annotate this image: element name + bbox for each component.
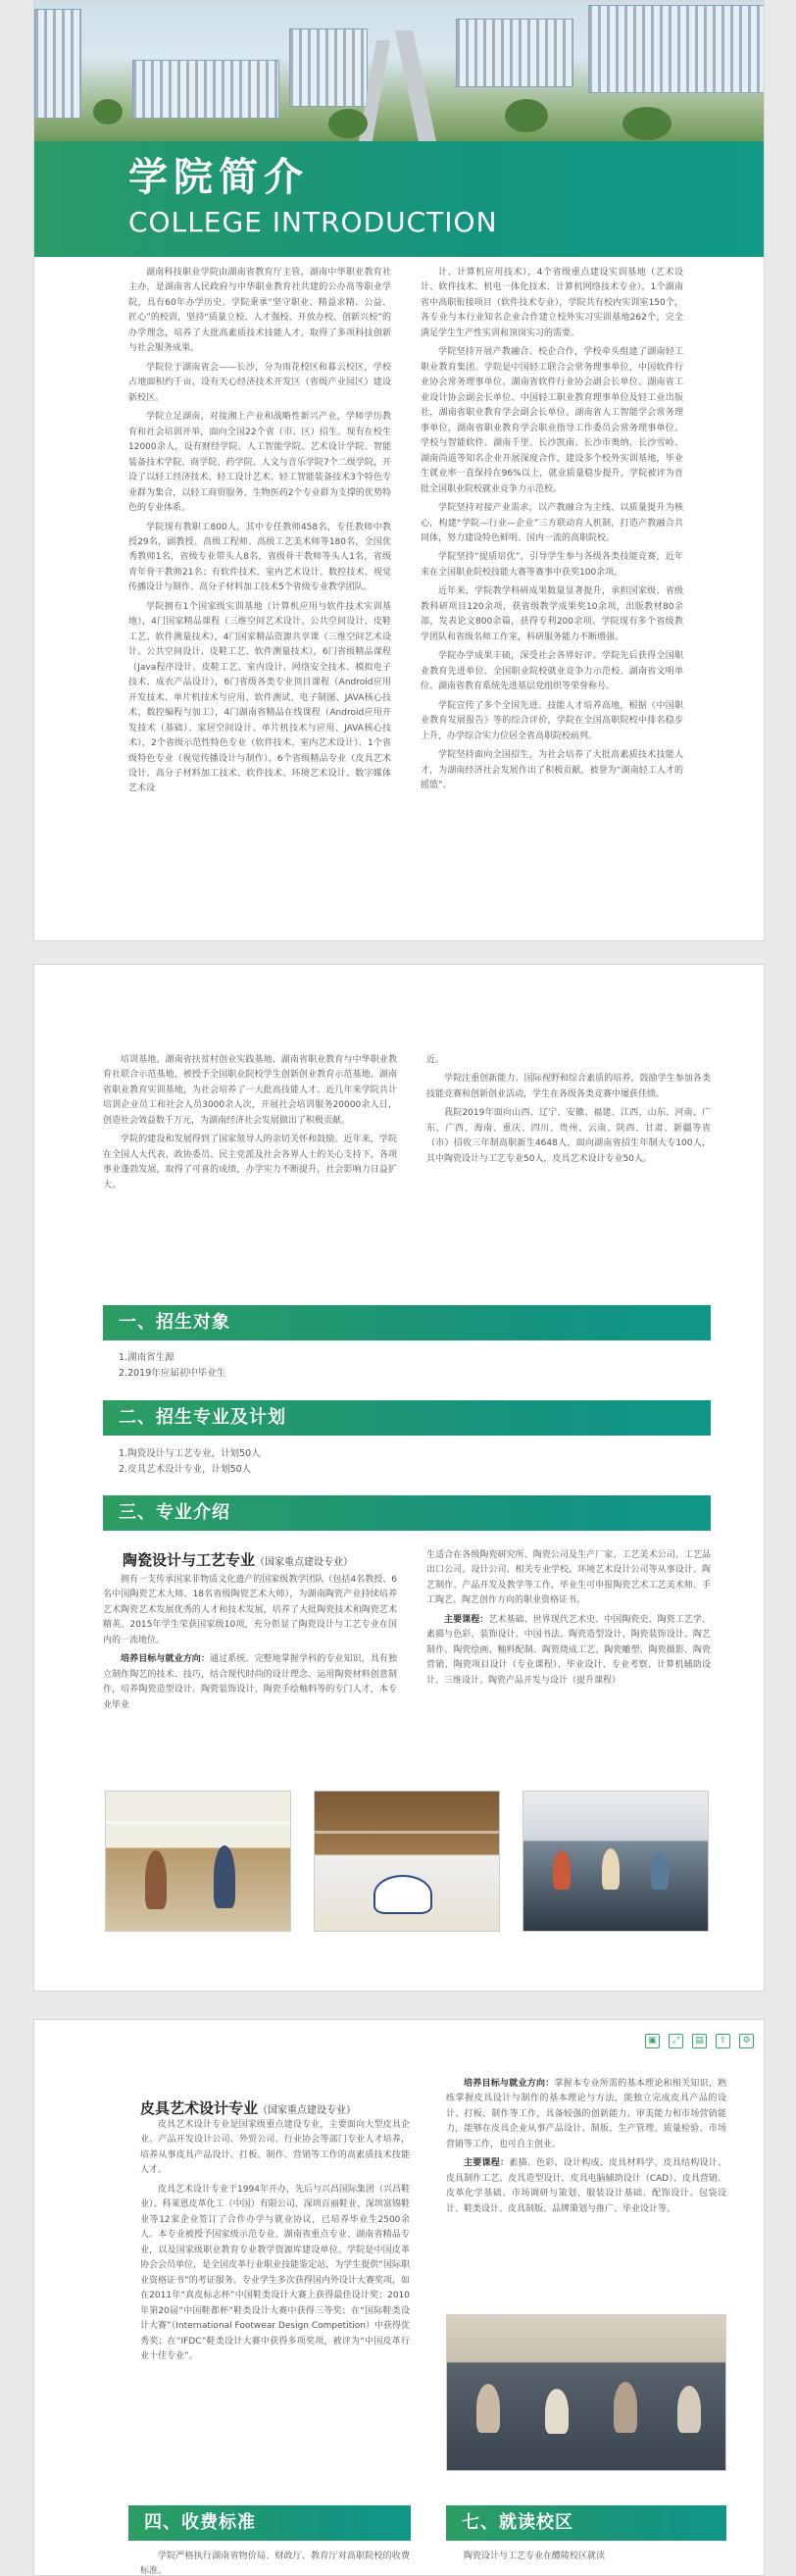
goal-text: 通过系统、完整地掌握学科的专业知识，具有独立制作陶艺的技术、技巧，结合现代时尚的设计理念、运用陶瓷材料创意制作，培养陶瓷造型设计、陶瓷装饰设计、陶瓷手绘釉料等的专门人才，本专业毕业 — [103, 1654, 397, 1710]
paragraph: 培训基地、湖南省扶贫村创业实践基地、湖南省职业教育与中华职业教育社联合示范基地，被授予全国职业院校学生创新创业教育示范基地、湖南省职业教育实训基地，为社会培养了一大批高技能人才。近几年来学院共计培训企业员工和社会人员3000余人次，开展社会培训服务20000余人日，创造社会效益数千万元，为湖南经济社会发展做出了积极贡献。 — [103, 1055, 397, 1126]
share-icon[interactable]: ⇪ — [716, 2034, 730, 2048]
paragraph: 学院坚持对接产业需求，以产教融合为主线、以质量提升为核心，构建“学院—行业—企业”三方联动育人机制，打造产教融合共同体，努力建设特色鲜明、国内一流的高职院校。 — [421, 503, 683, 543]
leather-left-column — [140, 2118, 410, 2369]
ceramics-photo-classroom — [522, 1791, 709, 1932]
paragraph: 我院2019年面向山西、辽宁、安徽、福建、江西、山东、河南、广东、广西、海南、重庆、四川、贵州、云南、陕西、甘肃、新疆等省（市）招收三年制高职新生4648人，面向湖南省招生年制大专100人，其中陶瓷设计与工艺专业50人，皮具艺术设计专业50人。 — [426, 1108, 711, 1164]
major-name: 陶瓷设计与工艺专业 — [123, 1551, 256, 1569]
goal-label: 培养目标与就业方向： — [121, 1654, 210, 1665]
page-toolbar — [645, 2034, 754, 2048]
page-title: 学院简介 — [128, 155, 309, 200]
campus-aerial-photo — [34, 1, 765, 141]
title-banner — [34, 141, 765, 257]
page-two — [33, 964, 765, 1992]
course-text: 艺术基础、世界现代艺术史、中国陶瓷史、陶瓷工艺学、素描与色彩、装饰设计、中国书法、陶瓷造型设计、陶瓷装饰设计、陶艺制作、陶瓷绘画、釉料配制、陶瓷烧成工艺、陶瓷雕塑、陶瓷摄影、陶瓷营销、陶瓷项目设计（专业课程）、毕业设计、专业考察、计算机辅助设计、三维设计、陶瓷产品开发与设计（提升课程） — [426, 1614, 711, 1686]
paragraph: 学院立足湖南，对接湘上产业和战略性新兴产业，学师学历教育和社会培训并举，面向全国22个省（市、区）招生。现有在校生12000余人，设有财经学院、人工智能学院、艺术设计学院、智能装备技术学院、商学院、药学院、人文与音乐学院7个二级学院，开设了以轻工经济技术、轻工设计艺术、轻工智能装备技术3个特色专业群为集合，以轻工商贸服务、生物医药2个专业群为支撑的优势特色的专业体系。 — [128, 412, 391, 514]
paragraph: 皮具艺术设计专业于1994年开办，先后与兴昌国际集团（兴昌鞋业）、科莱恩皮革化工（中国）有限公司、深圳百丽鞋业、深圳富锦鞋业等12家企业签订了合作办学与就业协议，已培养毕业生2500余人。本专业被授予国家级示范专业、湖南省重点专业、湖南省精品专业，以及国家级职业教育专业教学资源库建设单位。学院是中国皮革协会会员单位，是全国皮革行业职业技能鉴定站，为学生提供“国际职业资格证书”的考证服务。专业学生多次获得国内外设计大赛奖项，如在2011年“真皮标志杯”中国鞋类设计大赛上获得最佳设计奖；2010年第20届“中国鞋都杯”鞋类设计大赛中获得三等奖；在“国际鞋类设计大赛”（International Footwear Design Competition）中获得优秀奖；在“IFDC”鞋类设计大赛中获得多项奖项，被评为“中国皮革行业十佳专业”。 — [140, 2184, 410, 2362]
leather-photo-studio — [446, 2314, 726, 2471]
ceramics-left-column — [103, 1573, 397, 1717]
paragraph: 拥有一支传承国家非物质文化遗产的国家级教学团队（包括4名教授、6名中国陶瓷艺术大师、18名省级陶瓷艺术大师），为湖南陶瓷产业持续培养艺术陶瓷艺术发展优秀的人才和技术发展，培养了大批陶瓷技术和陶瓷艺术精英。2015年学生荣获国家级10项，充分彰显了陶瓷设计与工艺专业在国内的一流地位。 — [103, 1575, 397, 1645]
paragraph: 学院办学成果丰硕，深受社会各界好评。学院先后获得全国职业教育先进单位、全国职业院校就业竞争力示范校、湖南省文明单位、湖南省教育系统先进基层党组织等荣誉称号。 — [421, 651, 683, 692]
settings-icon[interactable]: ⚙ — [739, 2034, 754, 2048]
course-text: 素描、色彩、设计构成、皮具材料学、皮具结构设计、皮具制作工艺、皮具造型设计、皮具电脑辅助设计（CAD）、皮具营销、皮革化学基础、市场调研与策划、服装设计基础、配饰设计、包袋设计、鞋类设计、皮具制版、品牌策划与推广、毕业设计等。 — [446, 2158, 726, 2214]
list-item: 1.湖南省生源 — [119, 1352, 174, 1363]
paragraph: 陶瓷设计与工艺专业在醴陵校区就读 — [464, 2551, 606, 2561]
save-icon[interactable]: ▤ — [692, 2034, 707, 2048]
ceramics-photo-workshop — [105, 1791, 291, 1932]
paragraph: 学院位于湖南省会——长沙，分为雨花校区和暮云校区，学校占地面积约千亩，设有天心经济技术开发区（省级产业园区）建设新校区。 — [128, 362, 391, 403]
paragraph: 计、计算机应用技术），4个省级重点建设实训基地（艺术设计、软件技术、机电一体化技术、计算机网络技术专业），1个湖南省中高职衔接项目（软件技术专业），学院共有校内实训室150个，各专业与本行业知名企业合作建立校外实习实训基地262个，完全满足学生生产性实训和顶岗实习的需要。 — [421, 268, 683, 338]
leather-right-column — [446, 2077, 726, 2221]
paragraph — [103, 1652, 397, 1713]
paragraph: 学院坚持“提质培优”，引导学生参与各级各类技能竞赛，近年来在全国职业院校技能大赛等赛事中获奖100余项。 — [421, 552, 683, 578]
paragraph: 学院严格执行湖南省物价局、财政厅、教育厅对高职院校的收费标准。 — [140, 2551, 410, 2576]
section-heading-enrollment-target: 一、招生对象 — [103, 1305, 711, 1340]
major-title-ceramics — [123, 1548, 353, 1574]
paragraph: 湖南科技职业学院由湖南省教育厅主管，湖南中华职业教育社主办，是湖南省人民政府与中华职业教育社共建的公办高等职业学院，具有60年办学历史。学院秉承“坚守职业、精益求精、公益、匠心”的校训，坚持“质量立校、人才强校、开放办校、创新兴校”的办学理念，培养了大批高素质技术技能人才，取得了多项科技创新与社会服务成果。 — [128, 268, 391, 354]
paragraph: 近年来，学院教学科研成果数量显著提升，承担国家级、省级教科研项目120余项，获省级教学成果奖10余项，出版教材80余部，发表论文800余篇，获得专利200余项。学院现有多个省级教学团队和省级名师工作室，科研服务能力不断增强。 — [421, 586, 683, 642]
page-one — [33, 0, 765, 941]
list-item: 2.2019年应届初中毕业生 — [119, 1368, 226, 1380]
continued-left-column — [103, 1053, 397, 1197]
paragraph: 学院坚持面向全国招生，为社会培养了大批高素质技术技能人才，为湖南经济社会发展作出了积极贡献，被誉为“湖南轻工人才的摇篮”。 — [421, 750, 683, 790]
section-heading-campus: 七、就读校区 — [446, 2505, 726, 2541]
campus-text — [446, 2550, 726, 2568]
page-three — [33, 2019, 765, 2576]
section-heading-fees: 四、收费标准 — [128, 2505, 411, 2541]
section-heading-major-intro: 三、专业介绍 — [103, 1495, 711, 1531]
major-tag: （国家重点建设专业） — [255, 1557, 354, 1568]
intro-left-column — [128, 266, 391, 801]
paragraph — [426, 1613, 711, 1689]
page-subtitle: COLLEGE INTRODUCTION — [128, 206, 498, 238]
ceramics-right-column — [426, 1548, 711, 1692]
fees-text — [140, 2550, 410, 2576]
list-item: 1.陶瓷设计与工艺专业，计划50人 — [119, 1448, 261, 1459]
paragraph: 学院注重创新能力、国际视野和综合素质的培养，鼓励学生参加各类技能竞赛和创新创业活动，学生在各级各类竞赛中屡获佳绩。 — [426, 1074, 711, 1099]
paragraph — [446, 2156, 726, 2217]
paragraph: 皮具艺术设计专业是国家级重点建设专业，主要面向大型皮具企业、产品开发设计公司、外贸公司、行业协会等部门专业人才培养，培养从事皮具产品设计、打板、制作、营销等工作的高素质技术技能人才。 — [140, 2120, 410, 2176]
paragraph: 近。 — [426, 1055, 445, 1065]
expand-icon[interactable]: ⤢ — [669, 2034, 683, 2048]
paragraph: 学院坚持开展产教融合、校企合作，学校牵头组建了湖南轻工职业教育集团。学院是中国轻工联合会常务理事单位，中国软件行业协会常务理事单位、湖南省软件行业协会副会长单位、湖南省工业设计协会副会长单位、中国轻工职业教育理事单位及轻工业出版社，湖南省职业教育学会副会长单位、湖南省人工智能学会常务理事单位，湖南省职业教育学会职业指导工作委员会常务理事单位。学校与智能软件、湖南千里、长沙凯南、长沙市奥纳、长沙雪岭、湖南尚道等知名企业开展深度合作，建设多个校外实训基地，毕业生就业率一直保持在96%以上，就业质量稳步提升，学院被评为首批全国职业院校就业竞争力示范校。 — [421, 347, 683, 494]
paragraph — [446, 2077, 726, 2152]
majors-plan-list — [119, 1446, 261, 1478]
course-label: 主要课程： — [464, 2158, 510, 2169]
paragraph: 学院现有教职工800人，其中专任教师458名，专任教师中教授29名，副教授、高级工程师、高级工艺美术师等180名，全国优秀教师1名，省级专业带头人8名，省级骨干教师等头人1名，省级青年骨干教师21名；有软件技术、室内艺术设计、数控技术、视觉传播设计与制作、高分子材料加工技术5个省级专业教学团队。 — [128, 522, 391, 593]
paragraph: 学院拥有1个国家级实训基地（计算机应用与软件技术实训基地），4门国家精品课程（三维空间艺术设计、公共空间设计、皮鞋工艺、软件测量技术），4门国家精品资源共享课（三维空间艺术设计、公共空间设计、皮鞋工艺、软件测量技术），6门省级精品课程（Java程序设计、皮鞋工艺、室内设计、网络安全技术、模拟电子技术、成衣产品设计），6门省级各类专业顶目课程（Android应用开发技术、单片机技术与应用、软件测试、电子制图、JAVA核心技术、数控编程与加工），4门湖南省精品在线课程（Android应用开发技术（基础）、家居空间设计、单片机技术与应用、JAVA核心技术），2个省级示范性特色专业（软件技术、室内艺术设计）、1个省级特色专业（视觉传播设计与制作），6个省级精品专业（皮具艺术设计、高分子材料加工技术、软件技术、环境艺术设计、数字媒体艺术设 — [128, 601, 391, 794]
intro-right-column — [421, 266, 683, 797]
paragraph: 学院宣传了多个全国先进、技能人才培养高地，根据《中国职业教育发展报告》等的综合评价，学院在全国高职院校中排名稳步上升，办学综合实力位居全省高职院校前列。 — [421, 700, 683, 741]
enrollment-target-list — [119, 1350, 225, 1382]
goal-text: 掌握本专业所需的基本理论和相关知识，熟练掌握皮具设计与制作的基本理论与方法，能独立完成皮具产品的设计、打板、制作等工作，具备较强的创新能力、审美能力和市场营销能力，能够在皮具企业从事产品设计、制版、生产管理、质量检验、市场营销等工作，也可自主创业。 — [446, 2079, 726, 2149]
continued-right-column — [426, 1053, 711, 1171]
major-tag: （国家重点建设专业） — [258, 2105, 357, 2116]
list-item: 2.皮具艺术设计专业，计划50人 — [119, 1464, 252, 1476]
bookmark-icon[interactable]: ▣ — [645, 2034, 660, 2048]
course-label: 主要课程： — [444, 1614, 489, 1625]
paragraph: 生适合在各级陶瓷研究所、陶瓷公司及生产厂家、工艺美术公司、工艺品出口公司、设计公司、相关专业学校、环境艺术设计公司等从事设计、陶艺制作、产品开发及教学等工作，毕业生可申报陶瓷艺术工艺美术师、手工陶艺、陶艺创作方向的职业资格证书。 — [426, 1550, 711, 1606]
paragraph: 学院的建设和发展得到了国家领导人的亲切关怀和鼓励。近年来，学院在全国人大代表、政协委员、民主党派及社会各界人士的关心支持下，各项事业蓬勃发展，取得了可喜的成绩，办学实力不断提升，社会影响力日益扩大。 — [103, 1135, 397, 1190]
major-name: 皮具艺术设计专业 — [140, 2099, 259, 2117]
section-heading-majors-plan: 二、招生专业及计划 — [103, 1400, 711, 1436]
ceramics-photo-exhibition — [314, 1791, 500, 1932]
goal-label: 培养目标与就业方向： — [464, 2079, 555, 2089]
